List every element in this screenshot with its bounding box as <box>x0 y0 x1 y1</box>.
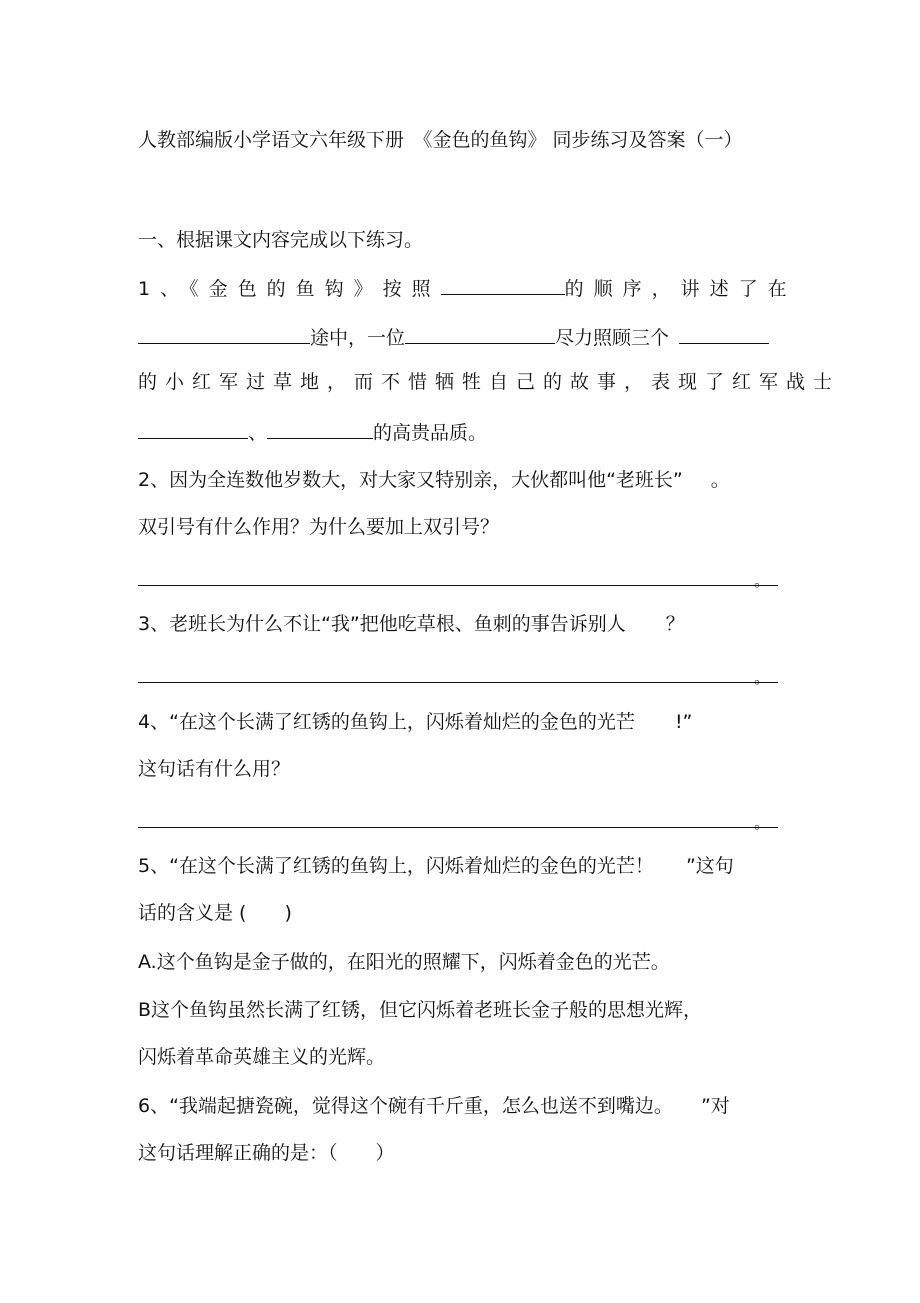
answer-line[interactable]: 。 <box>138 563 778 586</box>
fill-blank[interactable] <box>138 323 310 344</box>
fill-blank[interactable] <box>405 323 555 344</box>
answer-line[interactable]: 。 <box>138 805 778 828</box>
page-title: 人教部编版小学语文六年级下册 《金色的鱼钩》 同步练习及答案（一） <box>138 129 743 151</box>
fill-blank[interactable] <box>267 418 373 439</box>
fill-blank[interactable] <box>138 418 248 439</box>
question-1-line-1: 1、《金色的鱼钩》按照 的顺序，讲述了在 <box>138 274 797 301</box>
fill-blank[interactable] <box>679 323 769 344</box>
fill-blank[interactable] <box>441 274 565 295</box>
question-5-line-2: 话的含义是 ( ) <box>138 902 292 924</box>
question-1-line-4: 、 的高贵品质。 <box>138 418 487 445</box>
question-2-line-2: 双引号有什么作用？为什么要加上双引号？ <box>138 516 500 538</box>
section-heading: 一、根据课文内容完成以下练习。 <box>138 229 424 251</box>
question-4-line-2: 这句话有什么用？ <box>138 758 291 780</box>
question-5-line-1: 5、“在这个长满了红锈的鱼钩上，闪烁着灿烂的金色的光芒！ ”这句 <box>138 855 734 877</box>
question-1-line-2: 途中，一位 尽力照顾三个 <box>138 323 769 350</box>
question-2-line-1: 2、因为全连数他岁数大，对大家又特别亲，大伙都叫他“老班长” 。 <box>138 469 730 491</box>
question-4-line-1: 4、“在这个长满了红锈的鱼钩上，闪烁着灿烂的金色的光芒 !” <box>138 711 693 733</box>
option-a: A.这个鱼钩是金子做的，在阳光的照耀下，闪烁着金色的光芒。 <box>138 951 670 973</box>
option-b-line-2: 闪烁着革命英雄主义的光辉。 <box>138 1046 386 1068</box>
question-6-line-1: 6、“我端起搪瓷碗，觉得这个碗有千斤重，怎么也送不到嘴边。 ”对 <box>138 1095 730 1117</box>
question-1-line-3: 的小红军过草地，而不惜牺牲自己的故事，表现了红军战士 <box>138 371 841 393</box>
question-3-line-1: 3、老班长为什么不让“我”把他吃草根、鱼刺的事告诉别人 ？ <box>138 613 685 635</box>
answer-line[interactable]: 。 <box>138 660 778 683</box>
option-b-line-1: B这个鱼钩虽然长满了红锈，但它闪烁着老班长金子般的思想光辉， <box>138 999 703 1021</box>
question-6-line-2: 这句话理解正确的是：（ ） <box>138 1142 395 1164</box>
